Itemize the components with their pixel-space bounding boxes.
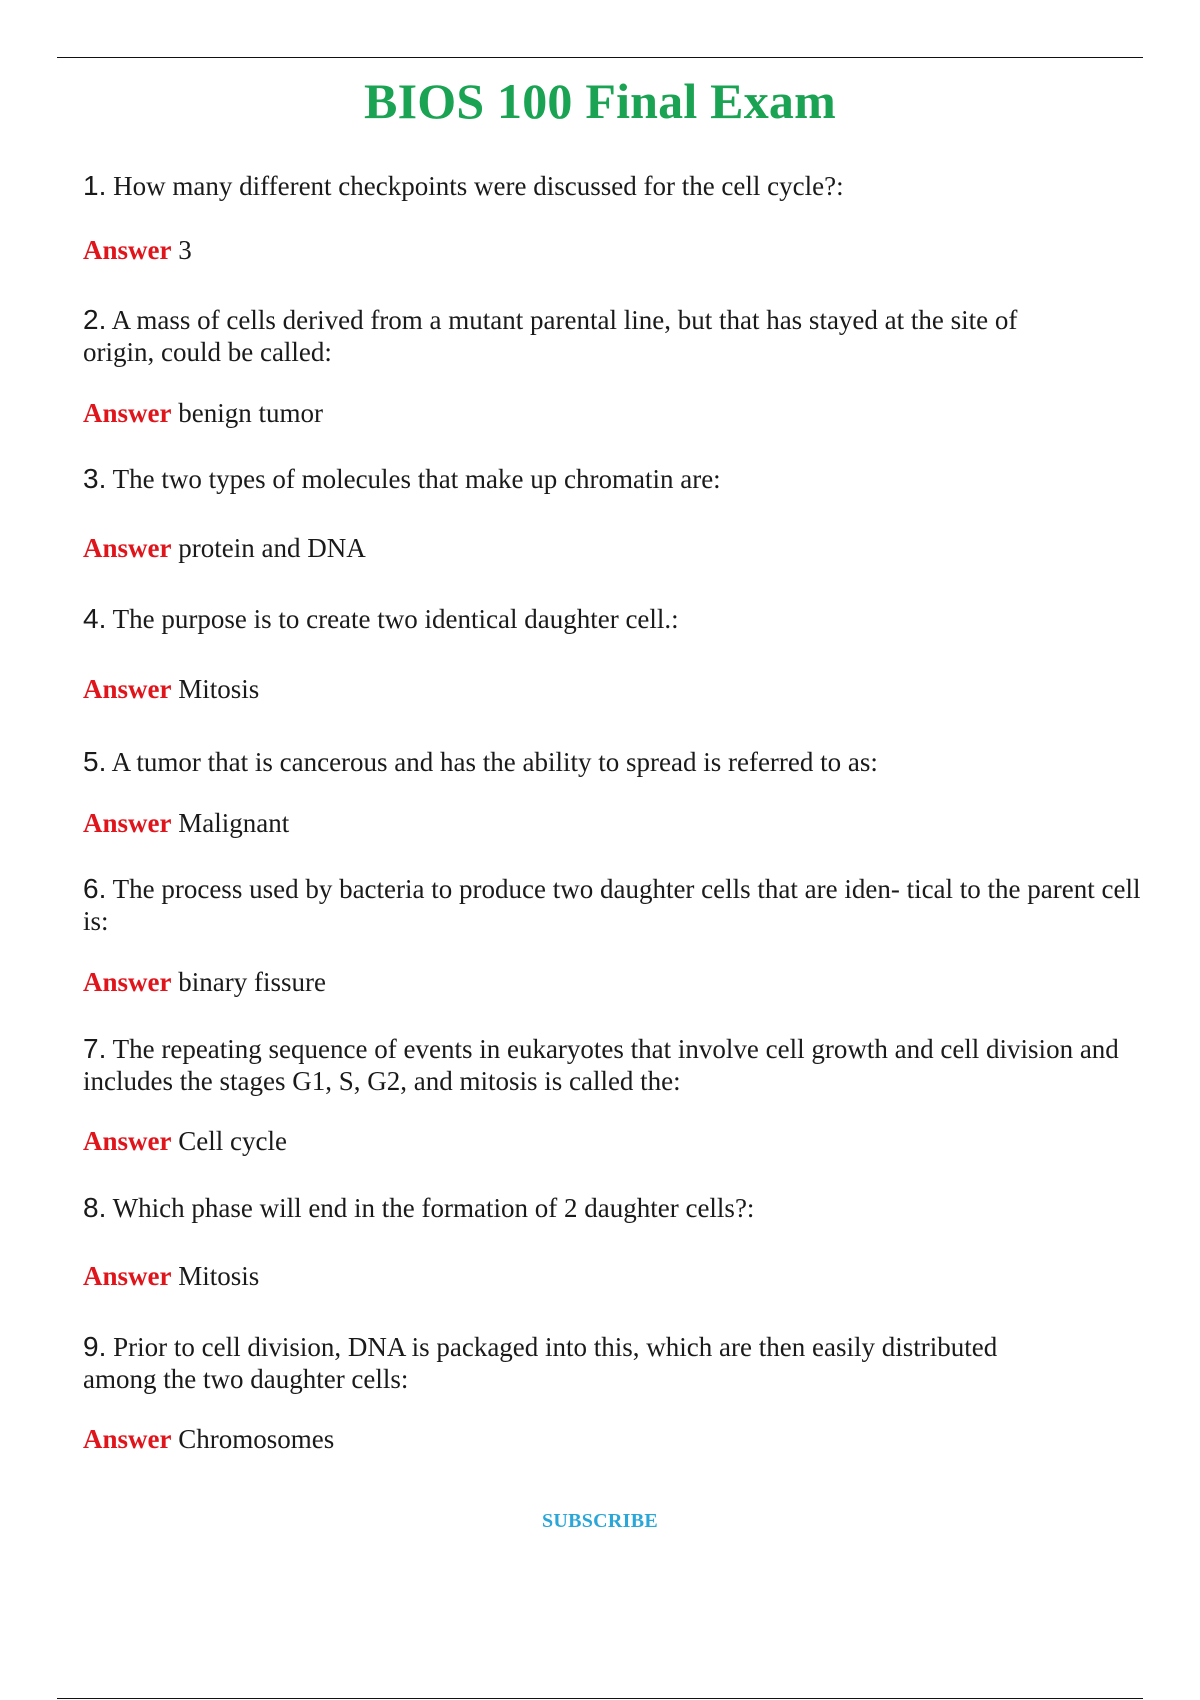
question-number: 1.: [83, 170, 107, 201]
top-divider: [57, 57, 1143, 58]
question-text: A mass of cells derived from a mutant parental line, but that has stayed at the site of origin, could be called:: [83, 305, 1018, 367]
bottom-divider: [57, 1698, 1143, 1699]
answer-text: Chromosomes: [178, 1424, 335, 1454]
qa-item: [83, 1192, 1145, 1291]
question: [83, 304, 1063, 368]
answer: [83, 1423, 334, 1455]
answer: [83, 1125, 287, 1157]
question: [83, 873, 1145, 937]
qa-item: [83, 603, 1145, 704]
answer: [83, 673, 259, 705]
answer-label: Answer: [83, 398, 172, 428]
qa-item: [83, 873, 1145, 997]
answer-label: Answer: [83, 1126, 172, 1156]
question: [83, 170, 1145, 202]
subscribe-link[interactable]: SUBSCRIBE: [541, 1510, 659, 1532]
question-text: The process used by bacteria to produce two daughter cells that are iden- tical to the parent cell is:: [83, 874, 1141, 936]
page-title: BIOS 100 Final Exam: [364, 73, 836, 129]
question: [83, 1033, 1145, 1097]
qa-item: [83, 1033, 1145, 1156]
answer: [83, 807, 289, 839]
question-text: How many different checkpoints were discussed for the cell cycle?:: [113, 171, 844, 201]
question-text: The repeating sequence of events in eukaryotes that involve cell growth and cell division and includes the stages G1, S, G2, and mitosis is called the:: [83, 1034, 1119, 1096]
question-number: 9.: [83, 1331, 107, 1362]
question: [83, 603, 1145, 635]
question-text: Which phase will end in the formation of 2 daughter cells?:: [112, 1193, 755, 1223]
question-text: The two types of molecules that make up chromatin are:: [112, 464, 721, 494]
question-number: 5.: [83, 746, 107, 777]
answer-text: Mitosis: [178, 1261, 260, 1291]
answer: [83, 397, 323, 429]
question-number: 8.: [83, 1192, 107, 1223]
question: [83, 746, 1145, 778]
answer-text: 3: [178, 235, 192, 265]
answer-label: Answer: [83, 235, 172, 265]
qa-item: [83, 746, 1145, 838]
answer-label: Answer: [83, 674, 172, 704]
answer-text: Malignant: [178, 808, 290, 838]
qa-item: [83, 463, 1145, 563]
answer-text: binary fissure: [178, 967, 326, 997]
question-text: The purpose is to create two identical daughter cell.:: [112, 604, 679, 634]
answer-text: benign tumor: [178, 398, 323, 428]
answer-label: Answer: [83, 1261, 172, 1291]
answer-text: Cell cycle: [178, 1126, 287, 1156]
answer-label: Answer: [83, 1424, 172, 1454]
question-number: 3.: [83, 463, 107, 494]
question-number: 2.: [83, 304, 107, 335]
question: [83, 463, 1145, 495]
qa-item: [83, 170, 1145, 265]
question-number: 7.: [83, 1033, 107, 1064]
answer-text: Mitosis: [178, 674, 260, 704]
answer-label: Answer: [83, 967, 172, 997]
answer: [83, 234, 192, 266]
question-text: Prior to cell division, DNA is packaged into this, which are then easily distributed among the two daughter cells:: [83, 1332, 998, 1394]
answer-text: protein and DNA: [178, 533, 366, 563]
question: [83, 1331, 1043, 1395]
question: [83, 1192, 1145, 1224]
answer: [83, 966, 326, 998]
question-number: 4.: [83, 603, 107, 634]
question-number: 6.: [83, 873, 107, 904]
qa-item: [83, 1331, 1145, 1454]
answer: [83, 532, 366, 564]
question-text: A tumor that is cancerous and has the ability to spread is referred to as:: [111, 747, 878, 777]
answer-label: Answer: [83, 808, 172, 838]
qa-item: [83, 304, 1145, 428]
answer: [83, 1260, 259, 1292]
answer-label: Answer: [83, 533, 172, 563]
